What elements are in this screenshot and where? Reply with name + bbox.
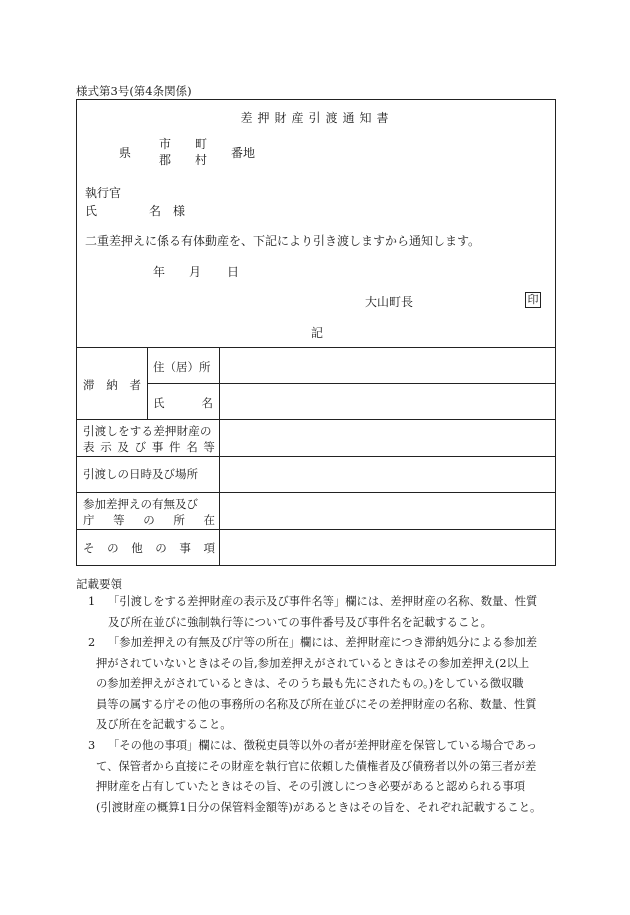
date-year: 年: [153, 265, 166, 279]
om-c6: 項: [203, 541, 215, 555]
note-number: 3: [88, 739, 96, 752]
note-line: 及び所在を記載すること。: [96, 718, 232, 731]
table-rule-3: [77, 492, 555, 493]
om-c5: 事: [179, 541, 191, 555]
addressee-mei: 名: [149, 204, 162, 218]
pl-c2: 示: [100, 440, 112, 454]
pl-c4: び: [134, 440, 147, 454]
table-top-border: [77, 347, 555, 348]
om-c2: の: [107, 541, 119, 555]
note-line: 「参加差押えの有無及び庁等の所在」欄には、差押財産につき滞納処分による参加差: [108, 636, 538, 649]
note-line: 及び所在並びに強制執行等についての事件番号及び事件名を記載すること。: [108, 615, 492, 629]
form-reference: 様式第3号(第4条関係): [76, 84, 192, 98]
pl-c6: 件: [169, 440, 181, 454]
note-item-3: [88, 736, 558, 818]
addressee-honorific: 様: [173, 204, 186, 218]
taxpayer-char-2: 納: [106, 378, 118, 392]
note-line: て、保管者から直接にその財産を執行官に依頼した債権者及び債務者以外の第三者が差: [96, 759, 537, 773]
table-rule-1: [77, 419, 555, 420]
address-city: 市: [159, 137, 172, 151]
name-char-2: 名: [201, 396, 213, 410]
pl-c3: 及: [117, 440, 129, 454]
table-rule-taxpayer-mid: [147, 383, 555, 384]
pp-c2: 等: [113, 513, 125, 527]
taxpayer-label: [83, 377, 141, 393]
address-field-label: 住（居）所: [153, 360, 211, 374]
date-month: 月: [189, 265, 202, 279]
seal-mark: 印: [525, 292, 541, 308]
note-number: 2: [88, 636, 96, 649]
note-line: の参加差押えがされているときは、そのうち最も先にされたもの。)をしている徴収職: [96, 677, 524, 690]
taxpayer-char-3: 者: [129, 378, 141, 392]
pl-c7: 名: [186, 440, 198, 454]
address-prefecture: 県: [119, 146, 132, 160]
om-c3: 他: [131, 541, 143, 555]
sender-name: 大山町長: [365, 295, 414, 309]
note-line: (引渡財産の概算1日分の保管料金額等)があるときはその旨を、それぞれ記載すること。: [96, 800, 542, 814]
other-matters-label: [83, 540, 215, 556]
pl-c5: 事: [151, 440, 164, 454]
date-day: 日: [227, 265, 240, 279]
om-c4: の: [155, 541, 167, 555]
name-field-label: [153, 395, 213, 411]
address-lot: 番地: [231, 146, 256, 160]
taxpayer-char-1: 滞: [83, 378, 95, 392]
note-line: 押がされていないときはその旨,参加差押えがされているときはその参加差押え(2以上: [96, 656, 530, 670]
notice-form: [76, 99, 556, 566]
address-village: 村: [195, 153, 208, 167]
participation-label-line2: [83, 512, 215, 528]
participation-label-line1: 参加差押えの有無及び: [83, 497, 198, 511]
table-taxpayer-divider: [147, 347, 148, 419]
notes-heading: 記載要領: [76, 577, 122, 591]
note-number: 1: [88, 595, 96, 608]
om-c1: そ: [83, 541, 95, 555]
pp-c1: 庁: [83, 513, 95, 527]
ki-heading: 記: [311, 326, 324, 340]
note-line: 「その他の事項」欄には、徴税吏員等以外の者が差押財産を保管している場合であっ: [108, 739, 538, 752]
note-item-2: [88, 633, 558, 736]
note-line: 員等の属する庁その他の事務所の名称及び所在並びにその差押財産の名称、数量、性質: [96, 697, 537, 711]
pp-c3: の: [143, 513, 155, 527]
datetime-label: 引渡しの日時及び場所: [83, 467, 198, 481]
note-line: 「引渡しをする差押財産の表示及び事件名等」欄には、差押財産の名称、数量、性質: [108, 595, 538, 608]
property-label-line2: [83, 439, 215, 455]
note-line: 押財産を占有していたときはその旨、その引渡しにつき必要があると認められる事項: [96, 780, 526, 793]
address-county: 郡: [159, 153, 172, 167]
pp-c4: 所: [173, 513, 185, 527]
addressee-role: 執行官: [85, 186, 122, 200]
address-town: 町: [195, 137, 208, 151]
table-label-divider: [219, 347, 220, 565]
table-rule-2: [77, 456, 555, 457]
pp-c5: 在: [203, 513, 215, 527]
name-char-1: 氏: [153, 396, 165, 410]
pl-c8: 等: [203, 440, 215, 454]
table-rule-4: [77, 529, 555, 530]
property-label-line1: 引渡しをする差押財産の: [83, 424, 212, 438]
pl-c1: 表: [83, 440, 95, 454]
document-title: 差押財産引渡通知書: [240, 111, 394, 125]
note-item-1: [88, 592, 558, 633]
addressee-shi: 氏: [85, 204, 98, 218]
notice-body: 二重差押えに係る有体動産を、下記により引き渡しますから通知します。: [85, 234, 481, 248]
